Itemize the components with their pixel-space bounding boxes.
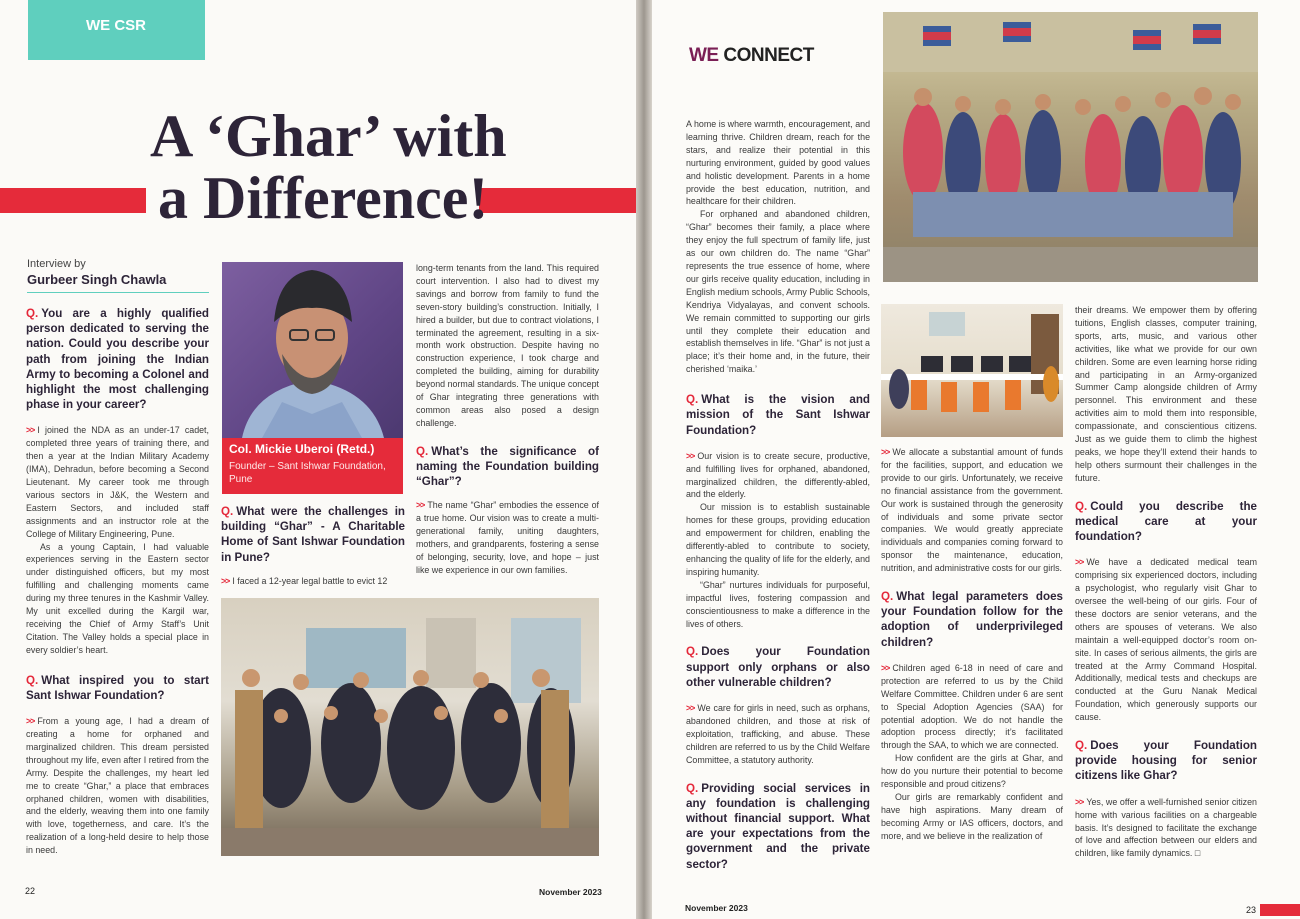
answer-career-p1: >> I joined the NDA as an under-17 cadet, completed three years of training there, and then a year at the Indian Military Academy (IMA), Dehradun, before becoming a Second Lieutenant. My career took me through various sectors in J&K, the Western and Eastern Sectors, and included staff assignments and an instructor role at the College of Military Engineering, Pune.	[26, 425, 209, 539]
right-page	[652, 0, 1300, 919]
answer-challenges-start: >> I faced a 12-year legal battle to evict 12	[221, 575, 388, 586]
footer-date-right: November 2023	[685, 903, 748, 913]
title-rule-left	[0, 188, 146, 213]
answer-naming: >> The name “Ghar” embodies the essence of a true home. Our vision was to create a multi-generational family, uniting daughters, mothers, and grandparents, fostering a sense of belonging, security, love, and hope – just like we experience in our own families.	[416, 500, 599, 575]
title-rule-right	[479, 188, 636, 213]
intro-p1: A home is where warmth, encouragement, and learning thrive. Children dream, reach for the stars, and realize their potential in this nurturing environment, guided by good values and holistic development. Parents in a home provide the best education, nutrition, and healthcare for their children.	[686, 119, 870, 207]
footer-date-left: November 2023	[539, 887, 602, 897]
answer-inspiration: >> From a young age, I had a dream of creating a home for orphaned and marginalized children. This dream persisted throughout my life, even after I retired from the Army. Despite the challenges, my heart led me to create “Ghar,” a place that embraces orphaned children, women with disabilities, and the elderly, weaving them into one family with love, togetherness, and care. It’s the realization of a long-held desire to help those in need.	[26, 716, 209, 856]
left-column-1	[26, 306, 209, 857]
answer-senior-housing: >> Yes, we offer a well-furnished senior citizen home with various facilities on a chargeable basis. It’s designed to facilitate the exchange of love and affection between our elders and children, like family dynamics. □	[1075, 796, 1257, 859]
portrait-role: Founder – Sant Ishwar Foundation, Pune	[229, 461, 386, 485]
section-tag: WE CSR	[86, 17, 146, 34]
group-photo-illustration	[221, 598, 599, 856]
page-gutter	[636, 0, 652, 919]
section-tag-right	[689, 45, 814, 67]
left-column-3	[416, 262, 599, 577]
group-photo-foundation	[221, 598, 599, 856]
portrait-name: Col. Mickie Uberoi (Retd.)	[229, 442, 375, 456]
article-title-line1: A ‘Ghar’ with	[150, 103, 507, 169]
page-number-right: 23	[1246, 905, 1257, 915]
question-medical: Q. Could you describe the medical care at your foundation?	[1075, 499, 1257, 544]
section-tag-we: WE	[689, 45, 719, 66]
answer-adoption-p1: >> Children aged 6-18 in need of care and protection are referred to us by the Child Welfare Committee. Children under 6 are sent to Special Adoption Agencies (SAA) for potential adoption. We do not handle the adoption process directly; it’s facilitated through the SAA, to which we are connected.	[881, 662, 1063, 751]
question-senior-housing: Q. Does your Foundation provide housing for senior citizens like Ghar?	[1075, 739, 1257, 783]
question-challenges: Q. What were the challenges in building “Ghar” - A Charitable Home of Sant Ishwar Foundation in Pune?	[221, 505, 405, 564]
question-adoption: Q. What legal parameters does your Foundation follow for the adoption of underprivileged children?	[881, 590, 1063, 649]
answer-adoption-p2: How confident are the girls at Ghar, and how do you nurture their potential to become responsible and proud citizens?	[881, 753, 1063, 790]
answer-medical: >> We have a dedicated medical team comprising six experienced doctors, including a psychologist, who regularly visit Ghar to oversee the well-being of our girls. Four of these doctors are senior veterans, and the others are spouses of veterans. We also maintain a well-equipped doctor’s room on-site. In cases of serious ailments, the girls are treated at the Army Command Hospital. Additionally, medical tests and checkups are conducted at the Guru Nanak Medical Foundation, which generously supports our cause.	[1075, 557, 1257, 723]
right-column-1	[686, 118, 870, 872]
end-mark: □	[1194, 848, 1201, 859]
intro-p2: For orphaned and abandoned children, “Ghar” becomes their family, a place where they enjoy the full spectrum of family life, just as our own children do. The name “Ghar” represents the true essence of home, where our girls receive quality education, including in English medium schools, Army Public Schools, Kendriya Vidyalayas, and convent schools. We remain committed to supporting our girls until they complete their education and establish themselves in life. “Ghar” is not just a place; it’s their home and, in the future, their cherished ‘maika.’	[686, 209, 870, 375]
right-column-3	[1075, 304, 1257, 860]
right-column-2	[881, 446, 1063, 843]
section-tag-connect: CONNECT	[723, 45, 814, 66]
footer-rule-right	[1260, 904, 1300, 916]
answer-vision-p2: Our mission is to establish sustainable homes for these groups, providing education and empowerment for children, enabling the differently-abled to contribute to society, enhancing the quality of life for the elderly, and inspiring humanity.	[686, 502, 870, 577]
byline-label: Interview by	[27, 258, 86, 270]
question-vision: Q. What is the vision and mission of the Sant Ishwar Foundation?	[686, 393, 870, 437]
dreams-text: their dreams. We empower them by offering tuitions, English classes, computer training, sports, arts, music, and various other activities, like what we provide for our own children. Some are even learning horse riding and participating in an Army-organized Summer Camp alongside children of Army personnel. This environment and these activities aim to mold them into responsible, compassionate, and conscientious citizens. Just as we guide them to climb the highest peaks, we hope they’ll extend their hands to help others surmount their challenges in the future.	[1075, 305, 1257, 483]
portrait-illustration	[222, 262, 403, 438]
left-page	[0, 0, 636, 919]
computer-lab-photo	[881, 304, 1063, 437]
answer-career-p2: As a young Captain, I had valuable experiences serving in the Eastern sector under distinguished officers, but my most fulfilling and challenging moments came during my three tenures in the Kashmir Valley. My unit excelled during the Kargil war, receiving the Chief of Army Staff’s Unit Citation. The Valley holds a special place in every soldier’s heart.	[26, 541, 209, 655]
question-support: Q. Does your Foundation support only orphans or also other vulnerable children?	[686, 645, 870, 689]
answer-adoption-p3: Our girls are remarkably confident and have high aspirations. Many dream of becoming Army or IAS officers, doctors, and more, and we believe in the realization of	[881, 791, 1063, 841]
left-column-2	[221, 504, 405, 588]
answer-support: >> We care for girls in need, such as orphans, abandoned children, and those at risk of exploitation, trafficking, and abuse. These children are referred to us by the Child Welfare Committee, a statutory authority.	[686, 703, 870, 765]
answer-challenges-cont: long-term tenants from the land. This required court intervention. I also had to divest my savings and borrow from family to fund the seven-story building’s construction. Initially, I hired a builder, but due to contract violations, I terminated the agreement, resulting in a six-month work obstruction. Despite having no construction experience, I took charge and completed the building, aiming for durability beyond normal standards. The unique concept of Ghar integrating three generations with common areas also posed a design challenge.	[416, 263, 599, 428]
computer-lab-illustration	[881, 304, 1063, 437]
byline-rule	[27, 292, 209, 293]
article-title-line2: a Difference!	[158, 165, 489, 231]
portrait-photo	[222, 262, 403, 438]
question-inspiration: Q. What inspired you to start Sant Ishwar Foundation?	[26, 673, 209, 702]
question-funding: Q. Providing social services in any foundation is challenging without financial support. What are your expectations from the government and the private sector?	[686, 781, 870, 871]
byline-name: Gurbeer Singh Chawla	[27, 272, 167, 287]
children-group-photo	[883, 12, 1258, 282]
question-naming: Q. What’s the significance of naming the Foundation building “Ghar”?	[416, 444, 599, 489]
children-photo-illustration	[883, 12, 1258, 282]
page-number-left: 22	[25, 886, 36, 896]
answer-funding: >> We allocate a substantial amount of funds for the facilities, support, and education we provide to our girls. Unfortunately, we receive no financial assistance from the government. Our work is sustained through the generosity of individuals and some private sector companies. We would greatly appreciate individuals and companies coming forward to sponsor the maintenance, education, nutrition, and administrative costs for our girls.	[881, 447, 1063, 574]
answer-vision-p3: “Ghar” nurtures individuals for purposeful, impactful lives, fostering compassion and conscientiousness to make a difference in the lives of others.	[686, 579, 870, 629]
question-career: Q. You are a highly qualified person dedicated to serving the nation. Could you describe your path from joining the Indian Army to becoming a Colonel and highlight the most challenging phase in your career?	[26, 307, 209, 412]
answer-vision-p1: >> Our vision is to create secure, productive, and fulfilling lives for orphaned, abandoned, marginalized children, the differently-abled, and the elderly.	[686, 450, 870, 500]
